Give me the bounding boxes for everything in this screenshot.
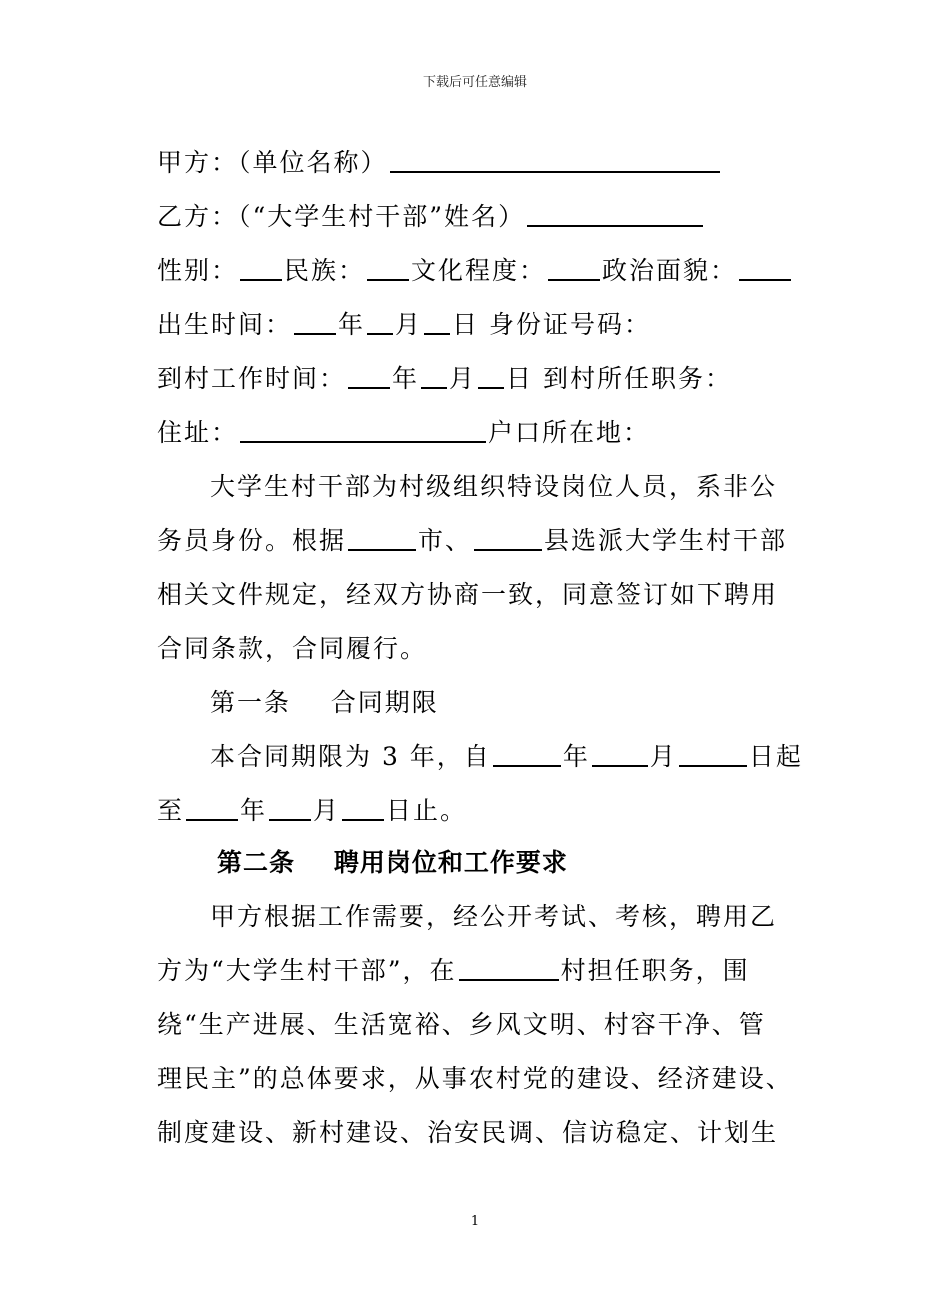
end-day-blank [342,797,384,821]
text-span: 日起 [748,742,803,771]
gender-blank [240,257,282,281]
party-b-blank [527,203,703,227]
year-text: 年 [562,742,590,771]
party-a-line [157,148,722,178]
paragraph-line [157,956,750,986]
year-text: 年 [240,796,268,825]
paragraph-line: 理民主”的总体要求，从事农村党的建设、经济建设、 [157,1064,793,1093]
paragraph-line: 甲方根据工作需要，经公开考试、考核，聘用乙 [210,902,778,931]
political-label: 政治面貌： [602,256,738,285]
work-year-blank [348,365,390,389]
hukou-label: 户口所在地： [488,418,651,447]
start-day-blank [679,743,747,767]
birth-day-blank [424,311,450,335]
year-text: 年 [338,310,366,339]
ethnicity-blank [367,257,409,281]
personal-info-line [157,256,793,286]
id-number-label: 日 身份证号码： [452,310,651,339]
text-span: 务员身份。根据 [157,526,347,555]
education-label: 文化程度： [411,256,547,285]
birth-line [157,310,651,340]
party-a-blank [390,149,720,173]
village-blank [459,957,559,981]
work-month-blank [421,365,447,389]
work-start-label: 到村工作时间： [157,364,347,393]
article-1-heading: 第一条 合同期限 [210,688,439,717]
ethnicity-label: 民族： [284,256,366,285]
text-span: 村担任职务，围 [560,956,750,985]
text-span: 本合同期限为 3 年，自 [210,742,491,771]
paragraph-line: 制度建设、新村建设、治安民调、信访稳定、计划生 [157,1118,779,1147]
paragraph-line: 相关文件规定，经双方协商一致，同意签订如下聘用 [157,580,779,609]
article-2-heading: 第二条 聘用岗位和工作要求 [217,848,568,877]
end-month-blank [269,797,311,821]
start-month-blank [592,743,648,767]
work-start-line [157,364,732,394]
education-blank [548,257,600,281]
city-blank [348,527,416,551]
paragraph-line: 绕“生产进展、生活宽裕、乡风文明、村容干净、管 [157,1010,766,1039]
page-number: 1 [470,1214,480,1229]
address-line [157,418,650,448]
party-b-label: 乙方：（“大学生村干部”姓名） [157,202,526,231]
text-span: 县选派大学生村干部 [544,526,788,555]
birth-label: 出生时间： [157,310,293,339]
gender-label: 性别： [157,256,239,285]
year-text: 年 [392,364,420,393]
text-span: 市、 [418,526,473,555]
position-label: 日 到村所任职务： [506,364,732,393]
month-text: 月 [313,796,341,825]
party-a-label: 甲方：（单位名称） [157,148,388,177]
paragraph-line [157,526,787,556]
end-year-blank [186,797,238,821]
term-end-line [157,796,467,826]
term-line [210,742,803,772]
party-b-line [157,202,705,232]
county-blank [474,527,542,551]
paragraph-line: 合同条款，合同履行。 [157,634,428,663]
text-span: 日止。 [386,796,468,825]
paragraph-line: 大学生村干部为村级组织特设岗位人员，系非公 [210,472,778,501]
political-blank [739,257,791,281]
month-text: 月 [449,364,477,393]
address-label: 住址： [157,418,239,447]
page-header: 下载后可任意编辑 [422,75,527,90]
birth-month-blank [367,311,393,335]
work-day-blank [478,365,504,389]
month-text: 月 [649,742,677,771]
address-blank [240,419,486,443]
month-text: 月 [395,310,423,339]
text-span: 至 [157,796,185,825]
birth-year-blank [294,311,336,335]
start-year-blank [493,743,561,767]
text-span: 方为“大学生村干部”，在 [157,956,457,985]
